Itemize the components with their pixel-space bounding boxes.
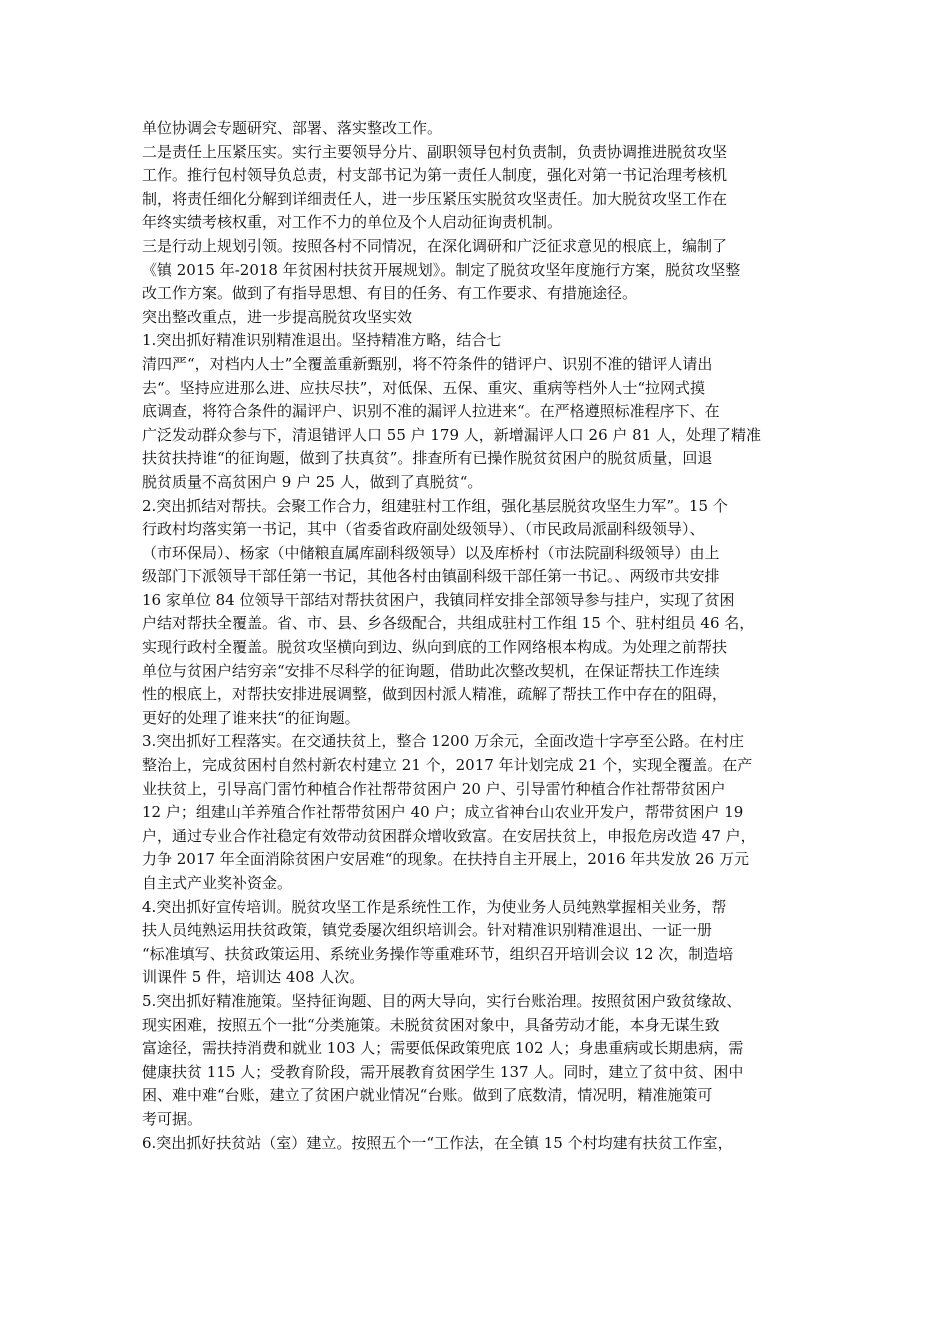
- text-line: 二是责任上压紧压实。实行主要领导分片、副职领导包村负责制，负责协调推进脱贫攻坚: [142, 142, 728, 161]
- text-line: 困、难中难“台账，建立了贫困户就业情况“台账。做到了底数清，情况明，精准施策可: [142, 1086, 713, 1105]
- text-line: 工作。推行包村领导负总责，村支部书记为第一责任人制度，强化对第一书记治理考核机: [142, 166, 728, 185]
- text-line: 性的根底上，对帮扶安排进展调整，做到因村派人精准，疏解了帮扶工作中存在的阻碍，: [142, 685, 728, 704]
- text-line: 底调查，将符合条件的漏评户、识别不准的漏评人拉进来“。在严格遵照标准程序下、在: [142, 402, 720, 421]
- text-line: 健康扶贫 115 人；受教育阶段，需开展教育贫困学生 137 人。同时，建立了贫中贫、困中: [142, 1062, 744, 1081]
- text-line: 行政村均落实第一书记，其中（省委省政府副处级领导）、（市民政局派副科级领导）、: [142, 520, 705, 539]
- text-line: 清四严“，对档内人士”全覆盖重新甄别，将不符条件的错评户、识别不准的错评人请出: [142, 354, 713, 373]
- text-line: 4.突出抓好宣传培训。脱贫攻坚工作是系统性工作，为使业务人员纯熟掌握相关业务，帮: [142, 897, 727, 916]
- text-line: 户，通过专业合作社稳定有效带动贫困群众增收致富。在安居扶贫上，申报危房改造 47 户，: [142, 826, 756, 845]
- text-line: 6.突出抓好扶贫站（室）建立。按照五个一“工作法，在全镇 15 个村均建有扶贫工作室，: [142, 1133, 733, 1152]
- text-line: 1.突出抓好精准识别精准退出。坚持精准方略，结合七: [142, 331, 502, 350]
- text-line: 5.突出抓好精准施策。坚持征询题、目的两大导向，实行台账治理。按照贫困户致贫缘故、: [142, 991, 742, 1010]
- text-line: 年终实绩考核权重，对工作不力的单位及个人启动征询责机制。: [142, 213, 563, 232]
- text-line: 3.突出抓好工程落实。在交通扶贫上，整合 1200 万余元，全面改造十字亭至公路。在村庄: [142, 732, 745, 751]
- text-line: 户结对帮扶全覆盖。省、市、县、乡各级配合，共组成驻村工作组 15 个、驻村组员 46 名，: [142, 614, 755, 633]
- text-line: 富途径，需扶持消费和就业 103 人；需要低保政策兜底 102 人；身患重病或长期患病，需: [142, 1039, 744, 1058]
- section-heading: 突出整改重点，进一步提高脱贫攻坚实效: [142, 307, 413, 326]
- text-line: 自主式产业奖补资金。: [142, 874, 293, 892]
- text-line: 业扶贫上，引导高门雷竹种植合作社帮带贫困户 20 户、引导雷竹种植合作社帮带贫困户: [142, 779, 726, 798]
- text-line: 改工作方案。做到了有指导思想、有目的任务、有工作要求、有措施途径。: [142, 284, 638, 303]
- text-line: 级部门下派领导干部任第一书记，其他各村由镇副科级干部任第一书记。、两级市共安排: [142, 567, 720, 586]
- document-body: [142, 117, 814, 1155]
- text-line: 2.突出抓结对帮扶。会聚工作合力，组建驻村工作组，强化基层脱贫攻坚生力军”。15 个: [142, 496, 728, 515]
- text-line: 力争 2017 年全面消除贫困户安居难“的现象。在扶持自主开展上，2016 年共发放 26 万元: [142, 850, 749, 869]
- text-line: 制，将责任细化分解到详细责任人，进一步压紧压实脱贫攻坚责任。加大脱贫攻坚工作在: [142, 189, 728, 208]
- text-line: 扶人员纯熟运用扶贫政策，镇党委屡次组织培训会。针对精准识别精准退出、一证一册: [142, 921, 713, 940]
- text-line: 训课件 5 件，培训达 408 人次。: [142, 968, 365, 987]
- text-line: （市环保局）、杨家（中储粮直属库副科级领导）以及库桥村（市法院副科级领导）由上: [142, 543, 720, 562]
- text-line: 更好的处理了谁来扶“的征询题。: [142, 708, 360, 727]
- text-line: “标准填写、扶贫政策运用、系统业务操作等重难环节，组织召开培训会议 12 次，制造培: [142, 944, 734, 963]
- text-line: 扶贫扶持谁“的征询题，做到了扶真贫”。排查所有已操作脱贫贫困户的脱贫质量，回退: [142, 449, 713, 468]
- text-line: 三是行动上规划引领。按照各村不同情况，在深化调研和广泛征求意见的根底上，编制了: [142, 236, 728, 255]
- text-line: 《镇 2015 年-2018 年贫困村扶贫开展规划》。制定了脱贫攻坚年度施行方案，脱贫攻坚整: [142, 260, 741, 279]
- text-line: 实现行政村全覆盖。脱贫攻坚横向到边、纵向到底的工作网络根本构成。为处理之前帮扶: [142, 638, 728, 657]
- text-line: 16 家单位 84 位领导干部结对帮扶贫困户，我镇同样安排全部领导参与挂户，实现了贫困: [142, 590, 735, 609]
- text-line: 考可据。: [142, 1109, 203, 1128]
- text-line: 广泛发动群众参与下，清退错评人口 55 户 179 人，新增漏评人口 26 户 81 人，处理了精准: [142, 425, 762, 444]
- text-line: 12 户；组建山羊养殖合作社帮带贫困户 40 户；成立省神台山农业开发户，帮带贫困户 19: [142, 803, 744, 822]
- text-line: 单位协调会专题研究、部署、落实整改工作。: [142, 119, 443, 137]
- text-line: 现实困难，按照五个一批“分类施策。未脱贫贫困对象中，具备劳动才能，本身无谋生致: [142, 1015, 720, 1034]
- text-line: 单位与贫困户结穷亲“安排不尽科学的征询题，借助此次整改契机，在保证帮扶工作连续: [142, 661, 720, 680]
- text-line: 脱贫质量不高贫困户 9 户 25 人，做到了真脱贫“。: [142, 472, 483, 491]
- text-line: 整治上，完成贫困村自然村新农村建立 21 个，2017 年计划完成 21 个，实现全覆盖。在产: [142, 756, 753, 775]
- text-line: 去“。坚持应进那么进、应扶尽扶”，对低保、五保、重灾、重病等档外人士“拉网式摸: [142, 378, 706, 397]
